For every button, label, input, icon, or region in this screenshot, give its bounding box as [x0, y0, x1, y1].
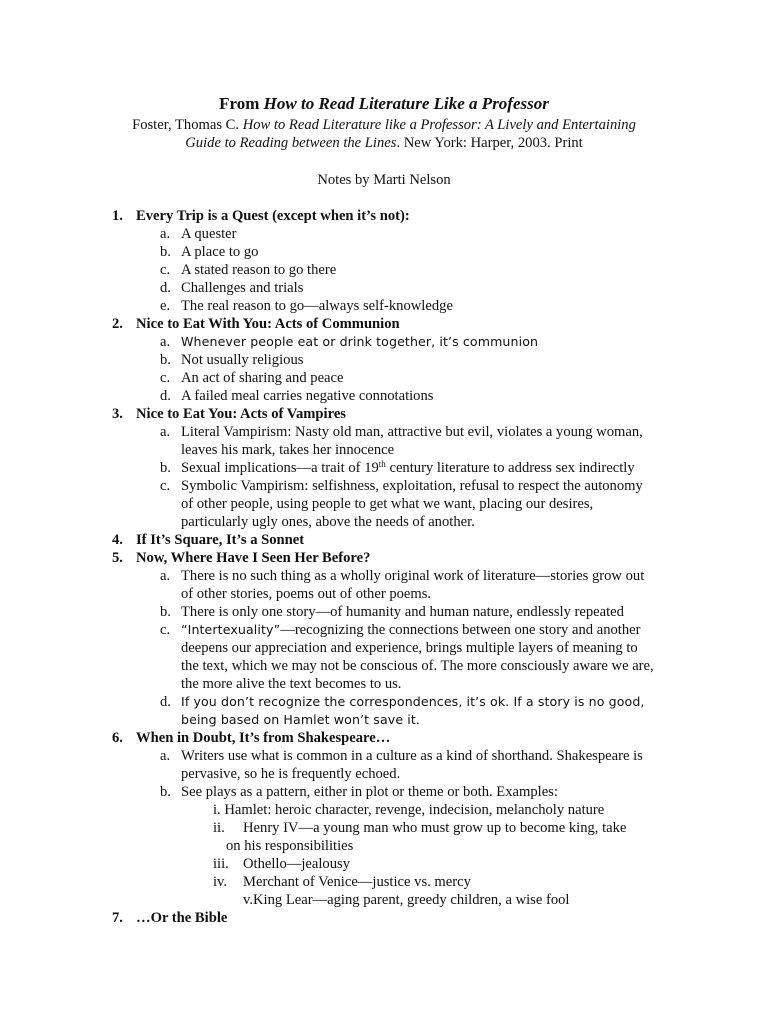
item-letter: c.	[160, 262, 171, 278]
section-6	[0, 729, 768, 909]
example-number: iii.	[213, 856, 229, 872]
list-item	[0, 621, 768, 693]
section-heading	[0, 549, 768, 567]
list-item	[0, 225, 768, 243]
section-title: Nice to Eat With You: Acts of Communion	[136, 316, 400, 332]
citation-publisher: . New York: Harper, 2003. Print	[396, 135, 583, 151]
section-5	[0, 549, 768, 729]
example-item	[0, 819, 768, 837]
item-letter: c.	[160, 622, 171, 638]
section-number: 3.	[112, 406, 123, 422]
list-item	[0, 423, 768, 459]
example-item	[0, 855, 768, 873]
item-text: An act of sharing and peace	[181, 370, 344, 386]
item-text-line2: being based on Hamlet won’t save it.	[181, 712, 421, 727]
item-letter: d.	[160, 280, 171, 296]
list-item	[0, 747, 768, 783]
section-heading	[0, 405, 768, 423]
item-letter: d.	[160, 694, 171, 710]
item-term: “Intertexuality”	[181, 622, 281, 637]
example-number: iv.	[213, 874, 228, 890]
section-title: When in Doubt, It’s from Shakespeare…	[136, 730, 391, 746]
example-number: i.	[213, 802, 221, 818]
item-letter: a.	[160, 226, 171, 242]
section-heading	[0, 729, 768, 747]
section-3	[0, 405, 768, 531]
example-number: ii.	[213, 820, 225, 836]
section-title: Nice to Eat You: Acts of Vampires	[136, 406, 346, 422]
item-letter: a.	[160, 568, 171, 584]
citation-title-line2: Guide to Reading between the Lines	[185, 135, 397, 151]
item-text: A place to go	[181, 244, 259, 260]
example-list	[0, 801, 768, 909]
item-text: Symbolic Vampirism: selfishness, exploitation, refusal to respect the autonomy of other people, using people to get what we want, placing our desires, particularly ugly ones, above the needs of another.	[181, 478, 643, 530]
example-text: Merchant of Venice—justice vs. mercy	[243, 874, 471, 890]
item-letter: b.	[160, 352, 171, 368]
section-7	[0, 909, 768, 927]
list-item	[0, 459, 768, 477]
item-text-continued: century literature to address sex indirectly	[385, 460, 635, 476]
item-text: —recognizing the connections between one story and another deepens our appreciation and experience, brings multiple layers of meaning to the text, which we may not be conscious of. The more consciously aware we are, the more alive the text becomes to us.	[181, 622, 654, 692]
title-book: How to Read Literature Like a Professor	[263, 94, 549, 113]
item-letter: b.	[160, 604, 171, 620]
list-item	[0, 369, 768, 387]
item-list	[0, 333, 768, 405]
list-item	[0, 297, 768, 315]
section-heading	[0, 315, 768, 333]
item-text: See plays as a pattern, either in plot or theme or both. Examples:	[181, 784, 558, 800]
example-number: v.	[243, 892, 253, 908]
notes-by: Notes by Marti Nelson	[317, 172, 451, 188]
item-list	[0, 747, 768, 801]
example-text: Henry IV—a young man who must grow up to become king, take	[243, 820, 627, 836]
section-heading	[0, 531, 768, 549]
item-text: Literal Vampirism: Nasty old man, attractive but evil, violates a young woman, leaves his mark, takes her innocence	[181, 424, 643, 458]
section-number: 2.	[112, 316, 123, 332]
title-prefix: From	[219, 94, 264, 113]
example-text: Hamlet: heroic character, revenge, indecision, melancholy nature	[224, 802, 605, 818]
item-text: There is only one story—of humanity and human nature, endlessly repeated	[181, 604, 624, 620]
example-text: Othello—jealousy	[243, 856, 351, 872]
section-heading	[0, 909, 768, 927]
item-text: If you don’t recognize the correspondences, it’s ok. If a story is no good,	[181, 694, 645, 709]
example-item	[0, 873, 768, 891]
list-item	[0, 783, 768, 801]
item-text: Not usually religious	[181, 352, 304, 368]
item-letter: b.	[160, 460, 171, 476]
citation	[0, 116, 768, 152]
document-page	[0, 94, 768, 927]
list-item	[0, 351, 768, 369]
section-2	[0, 315, 768, 405]
item-text: Writers use what is common in a culture as a kind of shorthand. Shakespeare is pervasive, so he is frequently echoed.	[181, 748, 643, 782]
item-letter: d.	[160, 388, 171, 404]
item-text: There is no such thing as a wholly original work of literature—stories grow out of other stories, poems out of other poems.	[181, 568, 645, 602]
list-item	[0, 693, 768, 729]
item-letter: e.	[160, 298, 171, 314]
section-title: …Or the Bible	[136, 910, 228, 926]
item-letter: c.	[160, 370, 171, 386]
item-text: The real reason to go—always self-knowledge	[181, 298, 453, 314]
list-item	[0, 261, 768, 279]
section-number: 5.	[112, 550, 123, 566]
section-number: 7.	[112, 910, 123, 926]
item-letter: a.	[160, 424, 171, 440]
section-number: 1.	[112, 208, 123, 224]
item-letter: a.	[160, 748, 171, 764]
item-text: A quester	[181, 226, 237, 242]
list-item	[0, 333, 768, 351]
section-title: Every Trip is a Quest (except when it’s not):	[136, 208, 410, 224]
example-item	[0, 801, 768, 819]
section-title: Now, Where Have I Seen Her Before?	[136, 550, 371, 566]
item-letter: b.	[160, 244, 171, 260]
item-list	[0, 423, 768, 531]
document-title	[0, 94, 768, 114]
citation-author: Foster, Thomas C.	[132, 117, 243, 133]
list-item	[0, 387, 768, 405]
section-number: 6.	[112, 730, 123, 746]
item-list	[0, 225, 768, 315]
item-text: Sexual implications—a trait of 19	[181, 460, 379, 476]
item-text: A failed meal carries negative connotations	[181, 388, 434, 404]
section-heading	[0, 207, 768, 225]
section-list	[0, 207, 768, 927]
item-text: Challenges and trials	[181, 280, 304, 296]
list-item	[0, 279, 768, 297]
section-number: 4.	[112, 532, 123, 548]
example-item-continued: on his responsibilities	[226, 838, 354, 854]
list-item	[0, 603, 768, 621]
item-letter: c.	[160, 478, 171, 494]
list-item	[0, 243, 768, 261]
ordinal-superscript: th	[378, 459, 386, 469]
item-text: Whenever people eat or drink together, it’s communion	[181, 334, 539, 349]
citation-title-line1: How to Read Literature like a Professor: A Lively and Entertaining	[242, 117, 636, 133]
example-text: King Lear—aging parent, greedy children, a wise fool	[253, 892, 570, 908]
item-text: A stated reason to go there	[181, 262, 337, 278]
example-item	[0, 891, 768, 909]
list-item	[0, 477, 768, 531]
item-list	[0, 567, 768, 729]
list-item	[0, 567, 768, 603]
item-letter: b.	[160, 784, 171, 800]
section-4	[0, 531, 768, 549]
section-1	[0, 207, 768, 315]
section-title: If It’s Square, It’s a Sonnet	[136, 532, 305, 548]
item-letter: a.	[160, 334, 171, 350]
